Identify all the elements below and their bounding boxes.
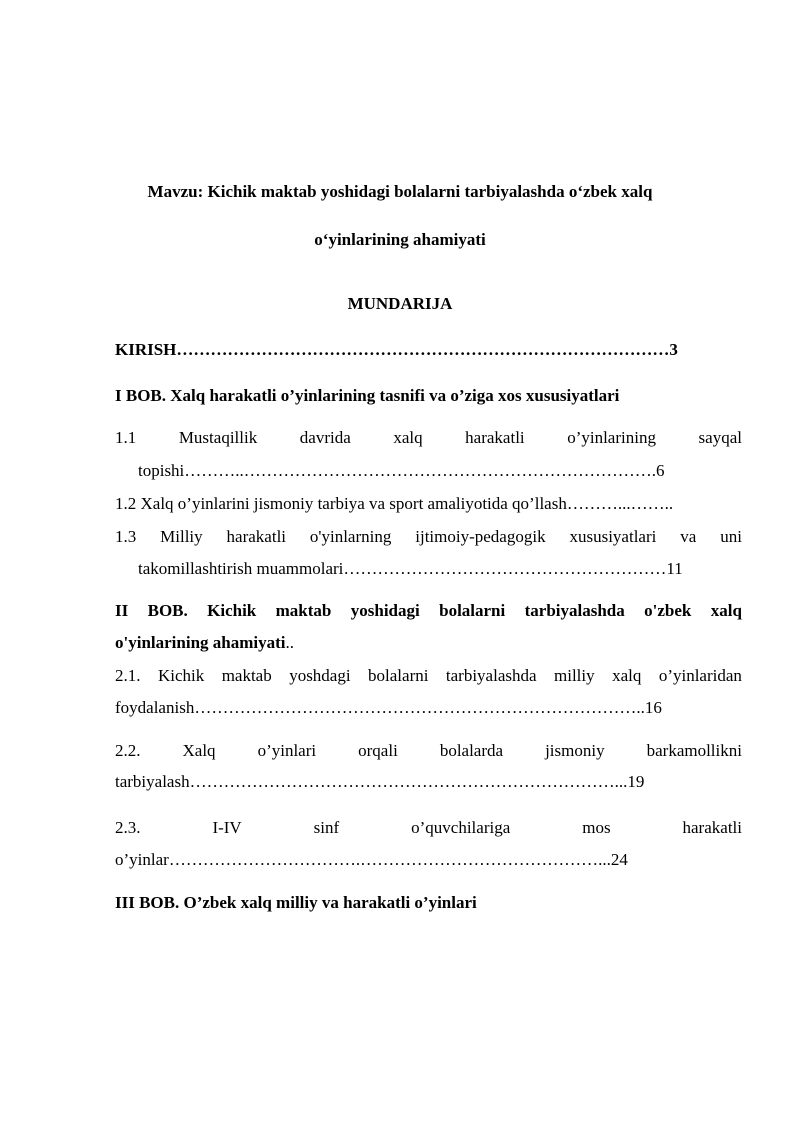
title-line-2: o‘yinlarining ahamiyati [314,230,486,249]
toc-word: xalq [612,666,642,685]
toc-word: II [115,601,129,620]
toc-word: xususiyatlari [569,527,657,546]
toc-entry-2-2-line2: tarbiyalash…………………………………………………………………...19 [115,772,645,791]
toc-word: 1.3 [115,527,137,546]
toc-entry-1-1-line1 [115,428,742,448]
toc-word: o’yinlari [257,741,317,760]
toc-word: harakatli [226,527,287,546]
toc-word: Kichik [157,666,205,685]
toc-entry-2-3-line1 [115,818,742,838]
toc-word: jismoniy [545,741,605,760]
toc-entry-1-2: 1.2 Xalq o’yinlarini jismoniy tarbiya va sport amaliyotida qo’llash………...…….. [115,494,674,513]
toc-word: o’yinlaridan [658,666,742,685]
toc-word: harakatli [682,818,742,837]
toc-word: o’quvchilariga [411,818,511,837]
toc-entry-bob2-line1 [115,601,742,621]
toc-entry-bob1: I BOB. Xalq harakatli o’yinlarining tasnifi va o’ziga xos xususiyatlari [115,386,620,405]
toc-word: 2.2. [115,741,141,760]
toc-word: va [680,527,697,546]
toc-word: maktab [221,666,272,685]
toc-entry-kirish: KIRISH……………………………………………………………………………3 [115,340,678,359]
toc-word: ijtimoiy-pedagogik [415,527,546,546]
toc-word: uni [720,527,742,546]
toc-word: harakatli [465,428,525,447]
toc-word: xalq [710,601,742,620]
toc-word: 2.1. [115,666,141,685]
toc-word: tarbiyalashda [524,601,625,620]
toc-entry-2-1-line1 [115,666,742,686]
toc-word: bolalarni [439,601,506,620]
toc-word: sinf [313,818,340,837]
toc-entry-bob2-line2 [115,633,294,653]
toc-word: maktab [275,601,332,620]
toc-word: barkamollikni [646,741,742,760]
toc-word: o'yinlarning [309,527,392,546]
toc-word: Kichik [207,601,257,620]
toc-word: I-IV [212,818,242,837]
toc-word: xalq [393,428,423,447]
toc-heading: MUNDARIJA [347,294,453,313]
toc-entry-2-2-line1 [115,741,742,761]
toc-word: bolalarda [439,741,504,760]
toc-word: bolalarni [368,666,429,685]
toc-word: mos [582,818,611,837]
bob2-title-tail: .. [285,633,294,652]
toc-entry-1-1-line2: topishi………..……………………………………………………………….6 [138,461,665,480]
toc-entry-bob3: III BOB. O’zbek xalq milliy va harakatli o’yinlari [115,893,477,912]
bob2-title-part: o'yinlarining ahamiyati [115,633,286,652]
toc-word: Xalq [182,741,216,760]
toc-word: milliy [554,666,595,685]
toc-word: o'zbek [644,601,692,620]
toc-entry-2-1-line2: foydalanish……………………………………………………………………..16 [115,698,662,717]
toc-word: BOB. [147,601,188,620]
toc-word: 2.3. [115,818,141,837]
toc-entry-2-3-line2: o’yinlar…………………………….……………………………………...24 [115,850,628,869]
toc-entry-1-3-line2: takomillashtirish muammolari…………………………………………………11 [138,559,683,578]
toc-word: yoshidagi [350,601,420,620]
toc-entry-1-3-line1 [115,527,742,547]
title-line-1: Mavzu: Kichik maktab yoshidagi bolalarni tarbiyalashda o‘zbek xalq [147,182,653,201]
toc-word: o’yinlarining [567,428,656,447]
toc-word: 1.1 [115,428,137,447]
toc-word: Milliy [160,527,203,546]
toc-word: yoshdagi [289,666,351,685]
toc-word: Mustaqillik [178,428,258,447]
toc-word: orqali [358,741,398,760]
toc-word: davrida [299,428,351,447]
toc-word: tarbiyalashda [445,666,537,685]
toc-word: sayqal [698,428,742,447]
